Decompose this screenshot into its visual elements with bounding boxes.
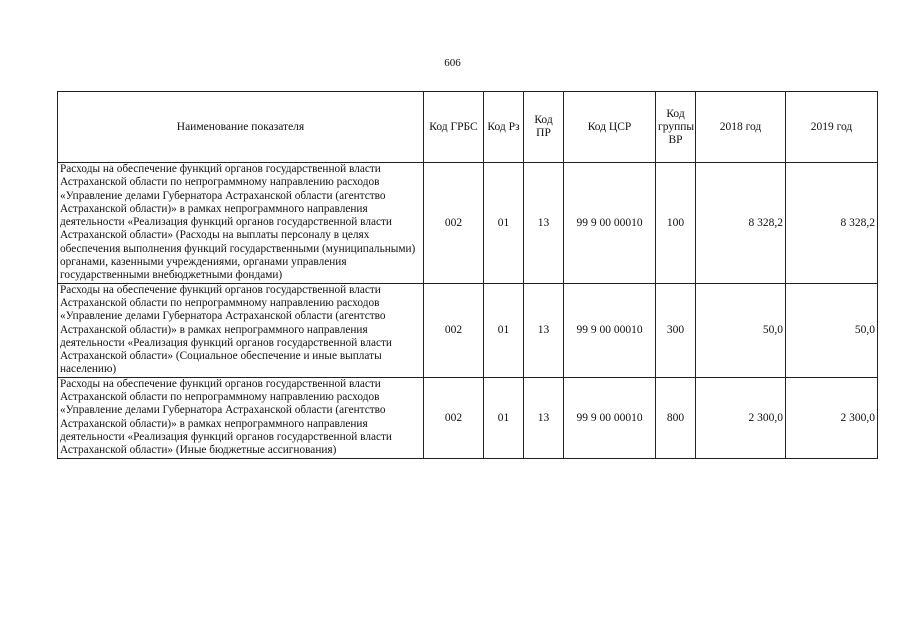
row-pr: 13 [524, 283, 564, 377]
row-rz: 01 [484, 283, 524, 377]
row-rz: 01 [484, 377, 524, 458]
row-2018: 2 300,0 [696, 377, 786, 458]
header-row [58, 92, 878, 163]
row-grbs: 002 [424, 163, 484, 284]
header-2019: 2019 год [786, 92, 878, 163]
header-vr: Код группы ВР [656, 92, 696, 163]
row-pr: 13 [524, 377, 564, 458]
row-name: Расходы на обеспечение функций органов государственной власти Астраханской области по непрограммному направлению расходов «Управление делами Губернатора Астраханской области (агентство Астраханской области)» в рамках непрограммного направления деятельности «Реализация функций органов государственной власти Астраханской области» (Иные бюджетные ассигнования) [58, 377, 424, 458]
row-vr: 800 [656, 377, 696, 458]
table-row [58, 377, 878, 458]
row-vr: 100 [656, 163, 696, 284]
row-2019: 2 300,0 [786, 377, 878, 458]
row-2018: 50,0 [696, 283, 786, 377]
table-row [58, 283, 878, 377]
row-pr: 13 [524, 163, 564, 284]
row-csr: 99 9 00 00010 [564, 377, 656, 458]
row-csr: 99 9 00 00010 [564, 283, 656, 377]
table-row [58, 163, 878, 284]
header-rz: Код Рз [484, 92, 524, 163]
page-number: 606 [444, 57, 461, 69]
row-vr: 300 [656, 283, 696, 377]
header-csr: Код ЦСР [564, 92, 656, 163]
budget-table [57, 91, 878, 459]
row-grbs: 002 [424, 283, 484, 377]
row-csr: 99 9 00 00010 [564, 163, 656, 284]
row-grbs: 002 [424, 377, 484, 458]
header-2018: 2018 год [696, 92, 786, 163]
header-grbs: Код ГРБС [424, 92, 484, 163]
header-name: Наименование показателя [58, 92, 424, 163]
row-rz: 01 [484, 163, 524, 284]
header-pr: Код ПР [524, 92, 564, 163]
row-name: Расходы на обеспечение функций органов государственной власти Астраханской области по непрограммному направлению расходов «Управление делами Губернатора Астраханской области (агентство Астраханской области)» в рамках непрограммного направления деятельности «Реализация функций органов государственной власти Астраханской области» (Социальное обеспечение и иные выплаты населению) [58, 283, 424, 377]
row-2018: 8 328,2 [696, 163, 786, 284]
row-2019: 8 328,2 [786, 163, 878, 284]
row-name: Расходы на обеспечение функций органов государственной власти Астраханской области по непрограммному направлению расходов «Управление делами Губернатора Астраханской области (агентство Астраханской области)» в рамках непрограммного направления деятельности «Реализация функций органов государственной власти Астраханской области» (Расходы на выплаты персоналу в целях обеспечения выполнения функций государственными (муниципальными) органами, казенными учреждениями, органами управления государственными внебюджетными фондами) [58, 163, 424, 284]
row-2019: 50,0 [786, 283, 878, 377]
